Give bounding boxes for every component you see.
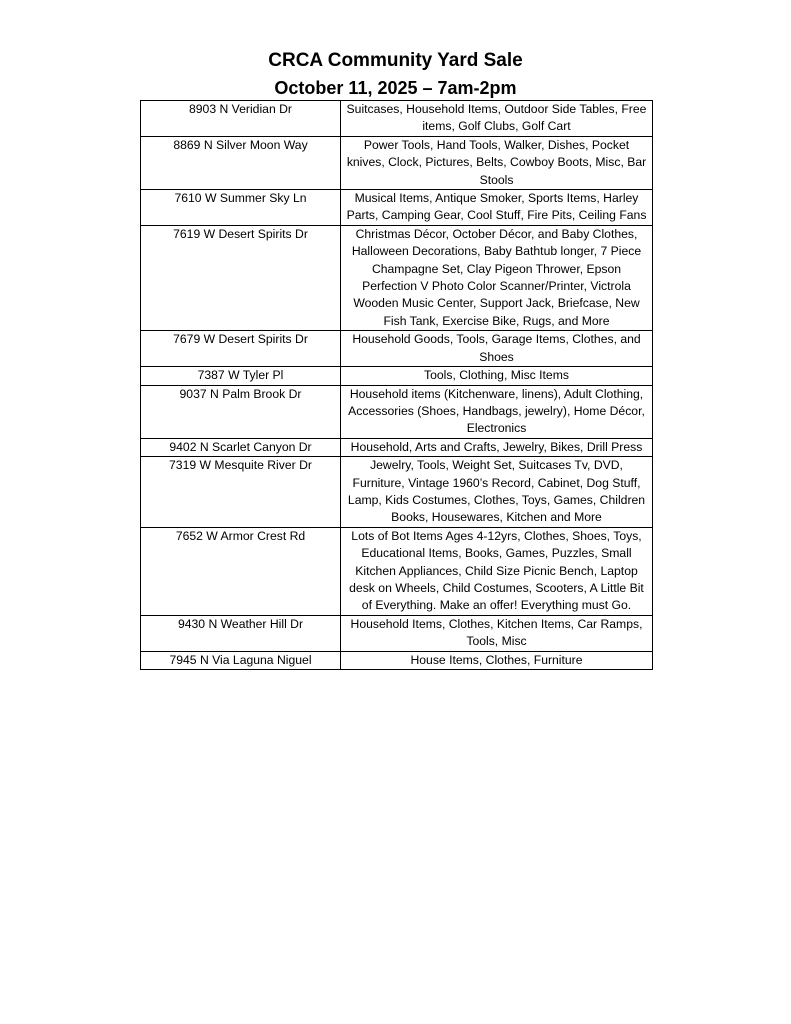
- table-row: [141, 331, 653, 367]
- table-row: [141, 190, 653, 226]
- items-cell: Household items (Kitchenware, linens), Adult Clothing, Accessories (Shoes, Handbags, jewelry), Home Décor, Electronics: [341, 385, 653, 438]
- table-row: [141, 101, 653, 137]
- items-cell: Lots of Bot Items Ages 4-12yrs, Clothes, Shoes, Toys, Educational Items, Books, Games, Puzzles, Small Kitchen Appliances, Child Size Picnic Bench, Laptop desk on Wheels, Child Costumes, Scooters, A Little Bit of Everything. Make an offer! Everything must Go.: [341, 527, 653, 615]
- items-cell: Christmas Décor, October Décor, and Baby Clothes, Halloween Decorations, Baby Bathtub longer, 7 Piece Champagne Set, Clay Pigeon Thrower, Epson Perfection V Photo Color Scanner/Printer, Victrola Wooden Music Center, Support Jack, Briefcase, New Fish Tank, Exercise Bike, Rugs, and More: [341, 225, 653, 330]
- address-cell: 8869 N Silver Moon Way: [141, 136, 341, 189]
- items-cell: Jewelry, Tools, Weight Set, Suitcases Tv, DVD, Furniture, Vintage 1960’s Record, Cabinet, Dog Stuff, Lamp, Kids Costumes, Clothes, Toys, Games, Children Books, Housewares, Kitchen and More: [341, 457, 653, 528]
- table-row: [141, 385, 653, 438]
- address-cell: 7945 N Via Laguna Niguel: [141, 651, 341, 669]
- items-cell: Household Items, Clothes, Kitchen Items, Car Ramps, Tools, Misc: [341, 615, 653, 651]
- table-row: [141, 457, 653, 528]
- table-row: [141, 438, 653, 456]
- items-cell: Household Goods, Tools, Garage Items, Clothes, and Shoes: [341, 331, 653, 367]
- address-cell: 7319 W Mesquite River Dr: [141, 457, 341, 528]
- yard-sale-table: [140, 100, 653, 670]
- event-date-time: October 11, 2025 – 7am-2pm: [274, 78, 517, 98]
- items-cell: Tools, Clothing, Misc Items: [341, 367, 653, 385]
- table-row: [141, 367, 653, 385]
- items-cell: Musical Items, Antique Smoker, Sports Items, Harley Parts, Camping Gear, Cool Stuff, Fire Pits, Ceiling Fans: [341, 190, 653, 226]
- address-cell: 8903 N Veridian Dr: [141, 101, 341, 137]
- items-cell: House Items, Clothes, Furniture: [341, 651, 653, 669]
- table-row: [141, 615, 653, 651]
- address-cell: 7387 W Tyler Pl: [141, 367, 341, 385]
- address-cell: 7679 W Desert Spirits Dr: [141, 331, 341, 367]
- page-title: CRCA Community Yard Sale: [268, 50, 523, 71]
- items-cell: Suitcases, Household Items, Outdoor Side Tables, Free items, Golf Clubs, Golf Cart: [341, 101, 653, 137]
- table-row: [141, 225, 653, 330]
- table-row: [141, 651, 653, 669]
- address-cell: 7619 W Desert Spirits Dr: [141, 225, 341, 330]
- address-cell: 9037 N Palm Brook Dr: [141, 385, 341, 438]
- items-cell: Household, Arts and Crafts, Jewelry, Bikes, Drill Press: [341, 438, 653, 456]
- table-row: [141, 527, 653, 615]
- items-cell: Power Tools, Hand Tools, Walker, Dishes, Pocket knives, Clock, Pictures, Belts, Cowboy Boots, Misc, Bar Stools: [341, 136, 653, 189]
- address-cell: 7652 W Armor Crest Rd: [141, 527, 341, 615]
- address-cell: 7610 W Summer Sky Ln: [141, 190, 341, 226]
- yard-sale-table-body: [141, 101, 653, 670]
- address-cell: 9402 N Scarlet Canyon Dr: [141, 438, 341, 456]
- address-cell: 9430 N Weather Hill Dr: [141, 615, 341, 651]
- table-row: [141, 136, 653, 189]
